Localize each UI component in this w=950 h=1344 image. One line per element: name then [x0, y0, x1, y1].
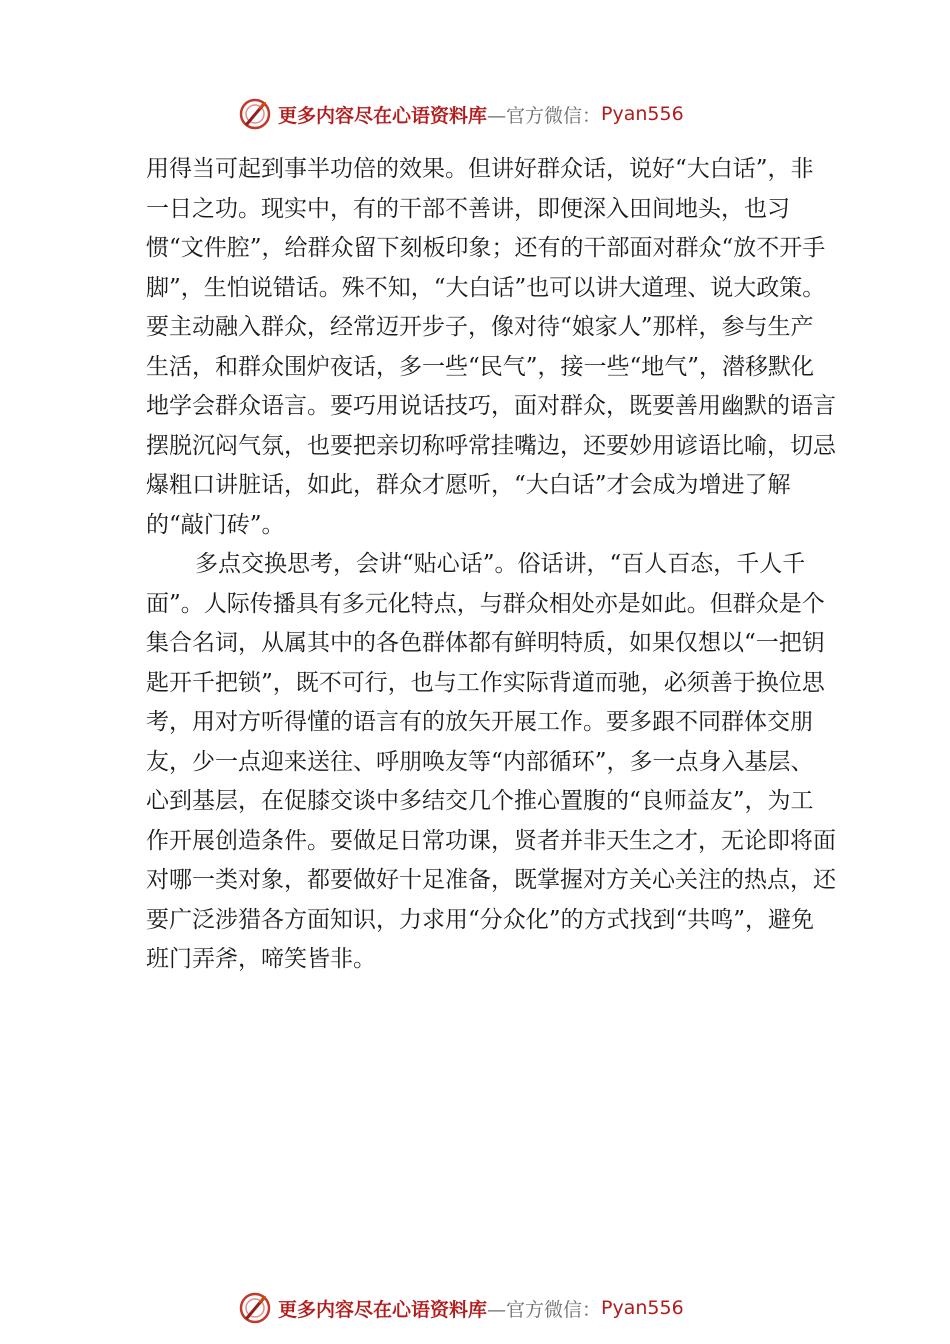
header-banner-title: 更多内容尽在心语资料库 [278, 104, 488, 127]
footer-banner-title: 更多内容尽在心语资料库 [278, 1298, 488, 1321]
footer-banner [238, 1290, 684, 1326]
header-wechat-id: Pyan556 [601, 103, 684, 125]
document-body [146, 150, 836, 980]
footer-banner-separator: —官方微信： [487, 1298, 602, 1321]
body-paragraph-2: 多点交换思考，会讲“贴心话”。俗话讲，“百人百态，千人千面”。人际传播具有多元化特点，与群众相处亦是如此。但群众是个集合名词，从属其中的各色群体都有鲜明特质，如果仅想以“一把钥匙开千把锁”，既不可行，也与工作实际背道而驰，必须善于换位思考，用对方听得懂的语言有的放矢开展工作。要多跟不同群体交朋友，少一点迎来送往、呼朋唤友等“内部循环”，多一点身入基层、心到基层，在促膝交谈中多结交几个推心置腹的“良师益友”，为工作开展创造条件。要做足日常功课，贤者并非天生之才，无论即将面对哪一类对象，都要做好十足准备，既掌握对方关心关注的热点，还要广泛涉猎各方面知识，力求用“分众化”的方式找到“共鸣”，避免班门弄斧，啼笑皆非。 [146, 551, 836, 972]
ink-brush-logo-icon [238, 1291, 272, 1325]
footer-wechat-id: Pyan556 [601, 1297, 684, 1319]
header-banner [238, 96, 684, 132]
header-banner-separator: —官方微信： [487, 104, 602, 127]
ink-brush-logo-icon [238, 97, 272, 131]
body-paragraph-1: 用得当可起到事半功倍的效果。但讲好群众话，说好“大白话”，非一日之功。现实中，有的干部不善讲，即便深入田间地头，也习惯“文件腔”，给群众留下刻板印象；还有的干部面对群众“放不开手脚”，生怕说错话。殊不知，“大白话”也可以讲大道理、说大政策。要主动融入群众，经常迈开步子，像对待“娘家人”那样，参与生产生活，和群众围炉夜话，多一些“民气”，接一些“地气”，潜移默化地学会群众语言。要巧用说话技巧，面对群众，既要善用幽默的语言摆脱沉闷气氛，也要把亲切称呼常挂嘴边，还要妙用谚语比喻，切忌爆粗口讲脏话，如此，群众才愿听，“大白话”才会成为增进了解的“敲门砖”。 [146, 156, 836, 538]
